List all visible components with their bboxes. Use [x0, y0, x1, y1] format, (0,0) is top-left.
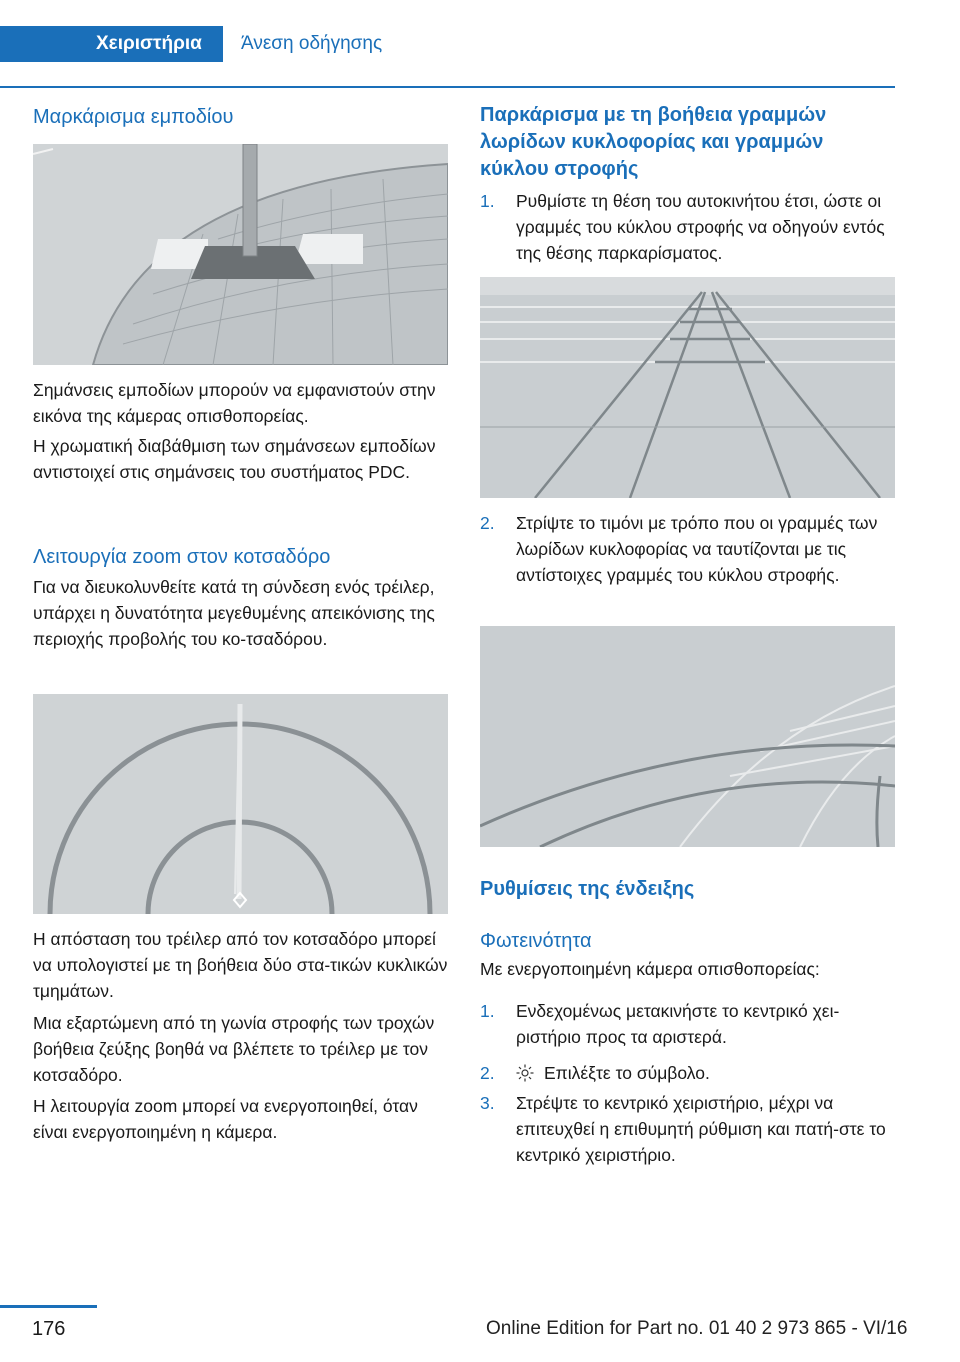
- heading-brightness: Φωτεινότητα: [480, 930, 592, 952]
- zoom-illustration: [33, 694, 448, 914]
- header-tabs: [0, 26, 895, 62]
- para-zoom-2: Η απόσταση του τρέιλερ από τον κοτσαδόρο μπορεί να υπολογιστεί με τη βοήθεια δύο στα‐τικών κυκλικών τμημάτων.: [33, 929, 448, 1001]
- step-a2: [480, 510, 895, 614]
- heading-zoom: Λειτουργία zoom στον κοτσαδόρο: [33, 546, 331, 568]
- para-brightness: Με ενεργοποιημένη κάμερα οπισθοπορείας:: [480, 959, 820, 979]
- figure-zoom: [33, 694, 448, 914]
- header-rule: [0, 86, 895, 88]
- para-obstacle-2: Η χρωματική διαβάθμιση των σημάνσεων εμποδίων αντιστοιχεί στις σημάνσεις του συστήματος PDC.: [33, 436, 436, 482]
- step-text: Ρυθμίστε τη θέση του αυτοκινήτου έτσι, ώστε οι γραμμές του κύκλου στροφής να οδηγούν εντός της θέσης παρκαρίσματος.: [516, 191, 885, 263]
- step-text: Στρίψτε το τιμόνι με τρόπο που οι γραμμές των λωρίδων κυκλοφορίας να ταυτίζονται με τις αντίστοιχες γραμμές του κύκλου στροφής.: [516, 513, 878, 585]
- step-number: 1.: [480, 1001, 495, 1021]
- para-zoom-4: Η λειτουργία zoom μπορεί να ενεργοποιηθεί, όταν είναι ενεργοποιημένη η κάμερα.: [33, 1096, 418, 1142]
- step-b3: [480, 1090, 895, 1168]
- tab-driving-comfort[interactable]: Άνεση οδήγησης: [241, 33, 383, 54]
- tab-controls[interactable]: Χειριστήρια: [0, 26, 223, 62]
- heading-obstacle-marking: Μαρκάρισμα εμποδίου: [33, 106, 234, 128]
- figure-turning-circle: [480, 626, 895, 847]
- step-text: Επιλέξτε το σύμβολο.: [544, 1063, 710, 1083]
- step-text: Ενδεχομένως μετακινήστε το κεντρικό χει‐ριστήριο προς τα αριστερά.: [516, 1001, 840, 1047]
- footer-rule: [0, 1305, 97, 1308]
- page-number: 176: [32, 1318, 66, 1340]
- heading-lane-parking: Παρκάρισμα με τη βοήθεια γραμμών λωρίδων κυκλοφορίας και γραμμών κύκλου στροφής: [480, 104, 827, 180]
- heading-display-settings: Ρυθμίσεις της ένδειξης: [480, 878, 695, 900]
- step-number: 1.: [480, 191, 495, 211]
- step-number: 2.: [480, 1063, 495, 1083]
- figure-obstacle-marking: [33, 144, 448, 365]
- step-text: Στρέψτε το κεντρικό χειριστήριο, μέχρι να επιτευχθεί η επιθυμητή ρύθμιση και πατή‐στε το κεντρικό χειριστήριο.: [516, 1093, 886, 1165]
- step-number: 3.: [480, 1093, 495, 1113]
- lane-lines-illustration: [480, 277, 895, 498]
- turning-circle-illustration: [480, 626, 895, 847]
- sun-icon: [516, 1064, 534, 1082]
- figure-lane-lines: [480, 277, 895, 498]
- step-b2: [480, 1060, 895, 1086]
- step-b1: [480, 998, 895, 1050]
- para-zoom-3: Μια εξαρτώμενη από τη γωνία στροφής των τροχών βοήθεια ζεύξης βοηθά να βλέπετε το τρέιλερ με τον κοτσαδόρο.: [33, 1013, 435, 1085]
- para-zoom-1: Για να διευκολυνθείτε κατά τη σύνδεση ενός τρέιλερ, υπάρχει η δυνατότητα μεγεθυμένης απεικόνισης της περιοχής προβολής του κο‐τσαδόρου.: [33, 577, 435, 649]
- para-obstacle-1: Σημάνσεις εμποδίων μπορούν να εμφανιστούν στην εικόνα της κάμερας οπισθοπορείας.: [33, 380, 436, 426]
- step-number: 2.: [480, 513, 495, 533]
- online-edition-note: Online Edition for Part no. 01 40 2 973 865 - VI/16: [486, 1318, 908, 1339]
- obstacle-illustration: [33, 144, 448, 365]
- step-a1: [480, 188, 895, 266]
